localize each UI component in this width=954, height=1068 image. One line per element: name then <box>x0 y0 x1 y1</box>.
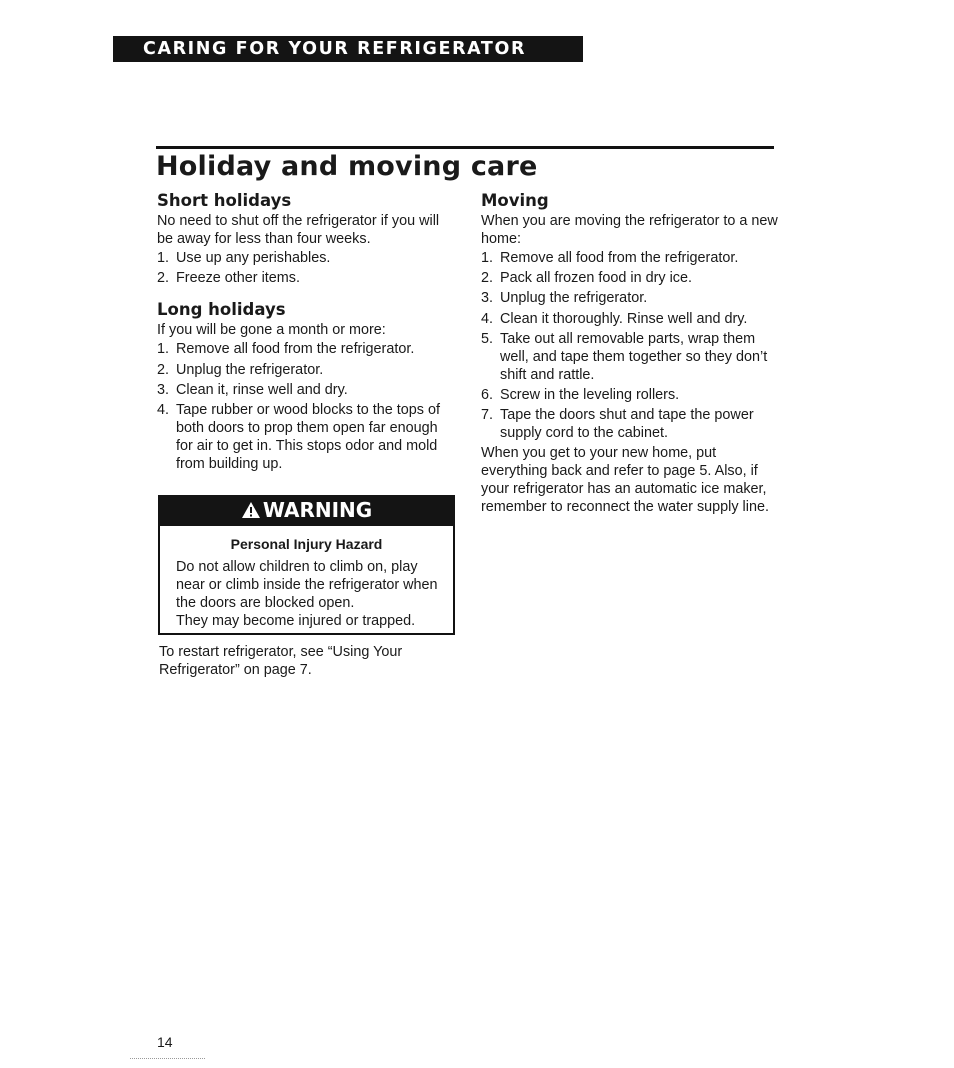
step-number: 2. <box>157 361 170 378</box>
restart-note: To restart refrigerator, see “Using Your Refrigerator” on page 7. <box>159 644 403 678</box>
step-number: 1. <box>157 341 170 358</box>
list-item <box>481 386 781 404</box>
step-number: 4. <box>481 310 494 327</box>
step-number: 7. <box>481 407 494 424</box>
moving-heading: Moving <box>481 191 549 210</box>
list-item <box>157 249 457 267</box>
section-spacer <box>157 289 457 300</box>
warning-triangle-icon <box>241 501 261 519</box>
short-holidays-heading: Short holidays <box>157 191 292 210</box>
list-item <box>157 401 457 473</box>
long-holidays-intro: If you will be gone a month or more: <box>157 322 386 339</box>
list-item <box>481 310 781 328</box>
warning-text-1: Do not allow children to climb on, play near or climb inside the refrigerator when the doors are blocked open. <box>176 559 438 611</box>
warning-title: Personal Injury Hazard <box>230 536 383 552</box>
step-text: Tape the doors shut and tape the power supply cord to the cabinet. <box>500 407 754 442</box>
step-number: 6. <box>481 386 494 403</box>
step-text: Clean it, rinse well and dry. <box>176 381 348 398</box>
page-title: Holiday and moving care <box>156 151 538 182</box>
short-holidays-steps <box>157 249 457 287</box>
moving-closing: When you get to your new home, put everything back and refer to page 5. Also, if your refrigerator has an automatic ice maker, remember to reconnect the water supply line. <box>481 445 769 516</box>
title-rule <box>156 146 774 149</box>
list-item <box>157 340 457 358</box>
step-number: 2. <box>157 270 170 287</box>
list-item <box>481 406 781 442</box>
list-item <box>157 381 457 399</box>
step-text: Pack all frozen food in dry ice. <box>500 270 692 287</box>
long-holidays-steps <box>157 340 457 473</box>
step-text: Use up any perishables. <box>176 250 331 266</box>
step-text: Unplug the refrigerator. <box>176 361 324 378</box>
warning-box <box>158 495 455 635</box>
step-text: Remove all food from the refrigerator. <box>500 250 739 266</box>
short-holidays-intro: No need to shut off the refrigerator if you will be away for less than four weeks. <box>157 213 440 247</box>
step-text: Screw in the leveling rollers. <box>500 386 680 403</box>
list-item <box>157 361 457 379</box>
step-text: Remove all food from the refrigerator. <box>176 341 415 358</box>
list-item <box>157 269 457 287</box>
page-number: 14 <box>157 1034 173 1050</box>
step-number: 1. <box>157 250 170 266</box>
left-column <box>157 191 457 475</box>
long-holidays-heading: Long holidays <box>157 300 286 320</box>
step-number: 1. <box>481 250 494 266</box>
list-item <box>481 249 781 267</box>
step-text: Unplug the refrigerator. <box>500 290 648 307</box>
warning-text-2: They may become injured or trapped. <box>176 613 416 629</box>
step-number: 5. <box>481 330 494 347</box>
step-text: Freeze other items. <box>176 270 300 287</box>
footer-marks <box>130 1058 205 1061</box>
section-header-title: CARING FOR YOUR REFRIGERATOR <box>143 39 527 59</box>
list-item <box>481 269 781 287</box>
step-text: Take out all removable parts, wrap them well, and tape them together so they don’t shift and rattle. <box>500 330 768 383</box>
step-number: 2. <box>481 270 494 287</box>
right-column <box>481 191 781 516</box>
section-header-bar <box>113 36 583 62</box>
step-text: Tape rubber or wood blocks to the tops of both doors to prop them open far enough for air to get in. This stops odor and mold from building up. <box>176 401 440 472</box>
warning-text <box>176 558 444 630</box>
warning-label: WARNING <box>262 498 373 522</box>
list-item <box>481 330 781 384</box>
list-item <box>481 289 781 307</box>
step-number: 4. <box>157 401 170 418</box>
step-text: Clean it thoroughly. Rinse well and dry. <box>500 310 748 327</box>
moving-steps <box>481 249 781 442</box>
step-number: 3. <box>481 290 494 307</box>
step-number: 3. <box>157 381 170 398</box>
warning-banner <box>158 495 455 526</box>
moving-intro: When you are moving the refrigerator to a new home: <box>481 213 778 247</box>
